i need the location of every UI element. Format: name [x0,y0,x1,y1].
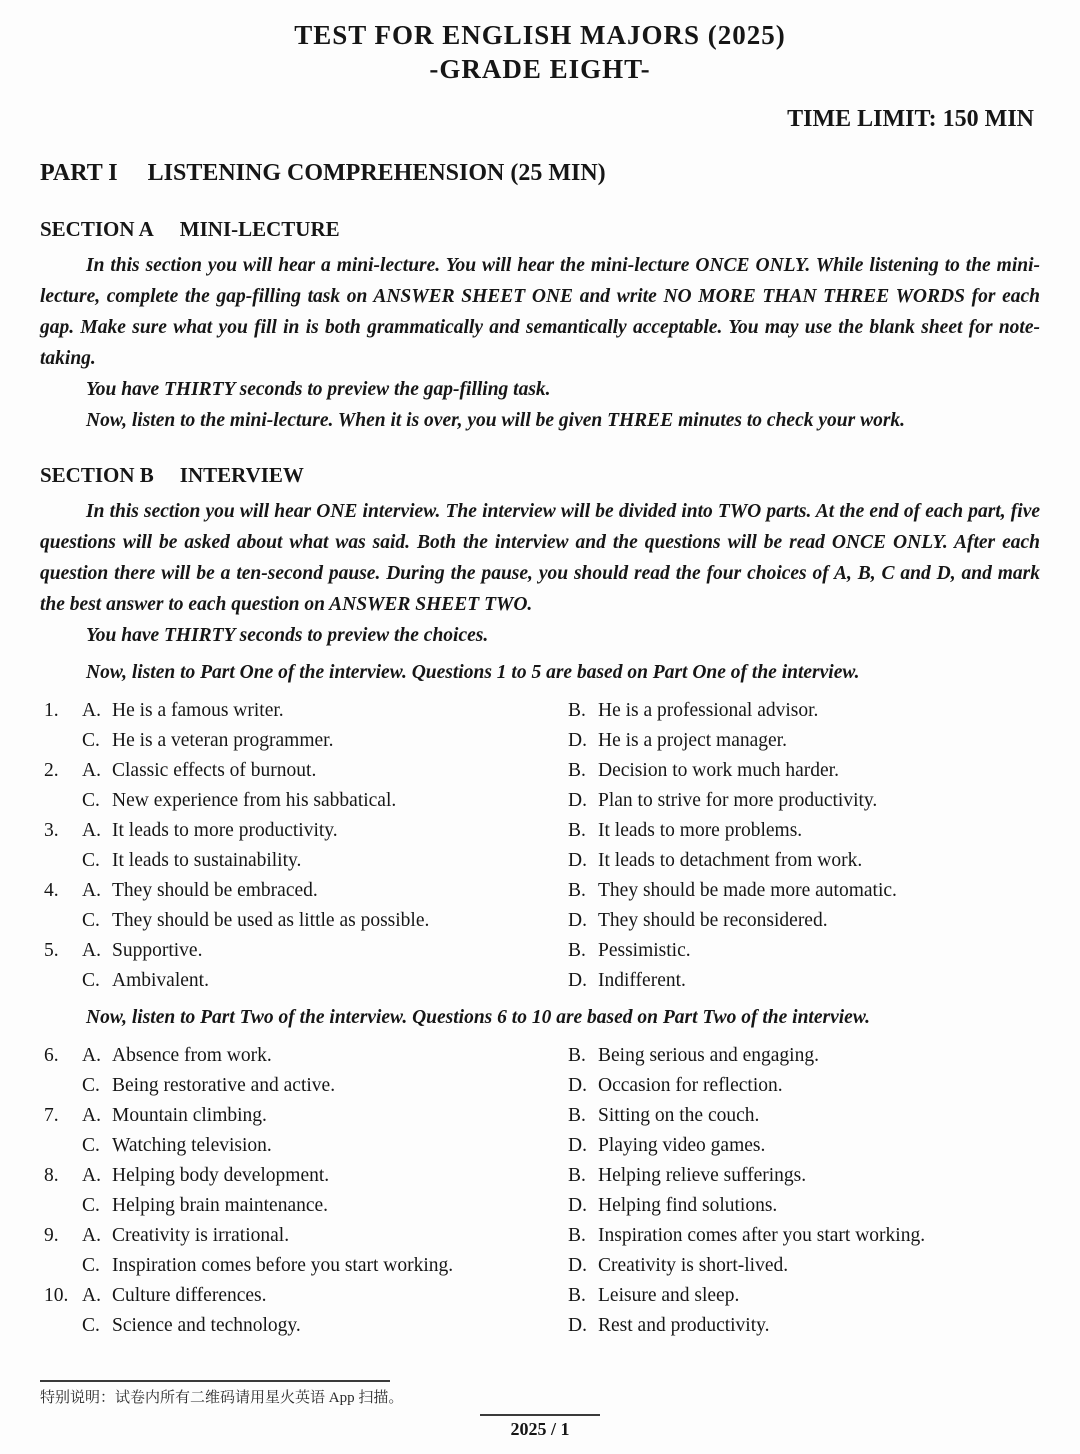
question-item [40,876,1040,936]
question-left-col [40,1281,568,1311]
option-a: A. They should be embraced. [82,876,318,906]
page-footer [40,1380,1040,1444]
question-left-col [40,1071,568,1101]
section-b-preview-note: You have THIRTY seconds to preview the choices. [86,625,489,646]
option-letter: B. [568,820,586,841]
question-left-col [40,756,568,786]
question-number: 5. [44,940,59,961]
section-b-heading [40,462,1040,488]
question-number: 8. [44,1165,59,1186]
question-left-col [40,1251,568,1281]
part1-title: LISTENING COMPREHENSION (25 MIN) [147,160,606,186]
option-d: D. Playing video games. [568,1131,765,1161]
option-c: C. Being restorative and active. [82,1071,335,1101]
question-left-col [40,1221,568,1251]
question-item [40,1041,1040,1101]
option-letter: A. [82,700,101,721]
question-item [40,1221,1040,1281]
option-letter: D. [568,910,587,931]
section-a-instructions: In this section you will hear a mini-lecture. You will hear the mini-lecture ONCE ONLY. While listening to the mini-lecture, complete the gap-filling task on ANSWER SHEET ONE and write NO MORE THAN THREE WORDS for each gap. Make sure what you fill in is both grammatically and semantically acceptable. You may use the blank sheet for note-taking. [40,255,1040,369]
question-left-col [40,1191,568,1221]
option-b: B. It leads to more problems. [568,816,802,846]
option-letter: C. [82,1135,100,1156]
option-c: C. Inspiration comes before you start working. [82,1251,453,1281]
option-letter: D. [568,730,587,751]
option-b: B. They should be made more automatic. [568,876,897,906]
question-left-col [40,1041,568,1071]
question-right-col [568,1071,1040,1101]
question-left-col [40,816,568,846]
question-item [40,1101,1040,1161]
question-right-col [568,1131,1040,1161]
question-right-col [568,876,1040,906]
option-letter: D. [568,850,587,871]
option-a: A. Culture differences. [82,1281,267,1311]
question-number: 1. [44,700,59,721]
question-item [40,816,1040,876]
question-left-col [40,726,568,756]
option-d: D. Plan to strive for more productivity. [568,786,877,816]
option-letter: A. [82,1285,101,1306]
part1-heading [40,158,1040,188]
option-c: C. Helping brain maintenance. [82,1191,328,1221]
option-a: A. Mountain climbing. [82,1101,267,1131]
option-d: D. Rest and productivity. [568,1311,770,1341]
question-number [40,1191,82,1221]
questions-part-one [40,696,1040,996]
option-letter: B. [568,1225,586,1246]
option-letter: A. [82,1165,101,1186]
option-d: D. Creativity is short-lived. [568,1251,788,1281]
option-letter: D. [568,1075,587,1096]
question-left-col [40,696,568,726]
section-a-listen-note: Now, listen to the mini-lecture. When it is over, you will be given THREE minutes to check your work. [86,410,906,431]
question-number [40,1311,82,1341]
option-letter: A. [82,1045,101,1066]
page-number: 2025 / 1 [480,1414,599,1440]
option-a: A. Absence from work. [82,1041,272,1071]
option-b: B. He is a professional advisor. [568,696,818,726]
option-letter: C. [82,730,100,751]
question-left-col [40,786,568,816]
question-left-col [40,966,568,996]
page-title: TEST FOR ENGLISH MAJORS (2025) [294,20,786,50]
option-a: A. Classic effects of burnout. [82,756,316,786]
question-item [40,1161,1040,1221]
option-letter: A. [82,1105,101,1126]
option-letter: A. [82,760,101,781]
question-item [40,696,1040,756]
option-a: A. He is a famous writer. [82,696,284,726]
question-left-col [40,1311,568,1341]
question-item [40,1281,1040,1341]
question-right-col [568,1311,1040,1341]
option-letter: D. [568,1195,587,1216]
option-a: A. It leads to more productivity. [82,816,338,846]
option-letter: B. [568,700,586,721]
option-b: B. Pessimistic. [568,936,691,966]
option-c: C. They should be used as little as possible. [82,906,429,936]
option-letter: D. [568,790,587,811]
option-c: C. Science and technology. [82,1311,301,1341]
option-letter: A. [82,1225,101,1246]
question-number [40,846,82,876]
question-number [40,1071,82,1101]
option-a: A. Creativity is irrational. [82,1221,289,1251]
option-letter: B. [568,1045,586,1066]
option-letter: C. [82,970,100,991]
question-number: 2. [44,760,59,781]
question-number [40,1131,82,1161]
option-b: B. Inspiration comes after you start working. [568,1221,925,1251]
question-right-col [568,966,1040,996]
question-right-col [568,756,1040,786]
option-d: D. He is a project manager. [568,726,787,756]
option-letter: C. [82,1315,100,1336]
questions-part-two [40,1041,1040,1341]
option-letter: A. [82,880,101,901]
question-right-col [568,696,1040,726]
option-d: D. It leads to detachment from work. [568,846,862,876]
question-left-col [40,1161,568,1191]
section-a-label: SECTION A [40,217,154,241]
question-number [40,786,82,816]
option-a: A. Supportive. [82,936,202,966]
option-b: B. Being serious and engaging. [568,1041,819,1071]
question-number [40,726,82,756]
option-letter: A. [82,940,101,961]
time-limit: TIME LIMIT: 150 MIN [787,106,1034,132]
option-c: C. It leads to sustainability. [82,846,301,876]
option-d: D. Helping find solutions. [568,1191,777,1221]
option-c: C. Watching television. [82,1131,272,1161]
question-number: 4. [44,880,59,901]
option-letter: D. [568,1315,587,1336]
question-right-col [568,1251,1040,1281]
option-letter: B. [568,1105,586,1126]
part1-label: PART I [40,160,118,186]
option-c: C. New experience from his sabbatical. [82,786,396,816]
question-right-col [568,936,1040,966]
question-number [40,966,82,996]
section-a-preview-note: You have THIRTY seconds to preview the gap-filling task. [86,379,551,400]
option-letter: C. [82,1075,100,1096]
option-letter: C. [82,850,100,871]
option-letter: C. [82,910,100,931]
option-letter: B. [568,940,586,961]
option-c: C. He is a veteran programmer. [82,726,333,756]
question-number: 6. [44,1045,59,1066]
question-right-col [568,1221,1040,1251]
question-right-col [568,816,1040,846]
footnote-divider [40,1380,390,1382]
option-letter: D. [568,970,587,991]
question-right-col [568,786,1040,816]
question-left-col [40,1101,568,1131]
part-one-intro: Now, listen to Part One of the interview. Questions 1 to 5 are based on Part One of the interview. [86,662,860,683]
option-letter: A. [82,820,101,841]
question-left-col [40,936,568,966]
option-letter: C. [82,1255,100,1276]
question-number [40,1251,82,1281]
section-b-instructions: In this section you will hear ONE interview. The interview will be divided into TWO parts. At the end of each part, five questions will be asked about what was said. Both the interview and the questions will be read ONCE ONLY. After each question there will be a ten-second pause. During the pause, you should read the four choices of A, B, C and D, and mark the best answer to each question on ANSWER SHEET TWO. [40,501,1040,615]
option-d: D. Indifferent. [568,966,686,996]
option-letter: B. [568,1285,586,1306]
section-b-label: SECTION B [40,463,154,487]
option-b: B. Helping relieve sufferings. [568,1161,806,1191]
page-number-wrap [40,1414,1040,1444]
question-right-col [568,726,1040,756]
option-letter: B. [568,760,586,781]
option-b: B. Leisure and sleep. [568,1281,739,1311]
option-a: A. Helping body development. [82,1161,329,1191]
page-subtitle: -GRADE EIGHT- [429,54,651,84]
section-a-title: MINI-LECTURE [179,217,340,241]
option-letter: C. [82,790,100,811]
option-letter: D. [568,1255,587,1276]
question-left-col [40,846,568,876]
question-left-col [40,876,568,906]
question-right-col [568,906,1040,936]
question-item [40,756,1040,816]
question-right-col [568,1191,1040,1221]
question-left-col [40,906,568,936]
section-b-title: INTERVIEW [179,463,304,487]
question-number: 10. [44,1285,69,1306]
part-two-intro: Now, listen to Part Two of the interview. Questions 6 to 10 are based on Part Two of the interview. [86,1007,870,1028]
section-a-heading [40,216,1040,242]
option-letter: B. [568,880,586,901]
question-number: 3. [44,820,59,841]
footnote-text: 特别说明：试卷内所有二维码请用星火英语 App 扫描。 [40,1390,404,1406]
option-letter: D. [568,1135,587,1156]
option-b: B. Decision to work much harder. [568,756,839,786]
option-d: D. They should be reconsidered. [568,906,828,936]
option-d: D. Occasion for reflection. [568,1071,783,1101]
question-right-col [568,1281,1040,1311]
option-c: C. Ambivalent. [82,966,209,996]
question-right-col [568,1041,1040,1071]
option-letter: B. [568,1165,586,1186]
option-letter: C. [82,1195,100,1216]
question-left-col [40,1131,568,1161]
question-number: 7. [44,1105,59,1126]
option-b: B. Sitting on the couch. [568,1101,759,1131]
question-item [40,936,1040,996]
question-number: 9. [44,1225,59,1246]
question-right-col [568,1101,1040,1131]
question-number [40,906,82,936]
question-right-col [568,846,1040,876]
question-right-col [568,1161,1040,1191]
